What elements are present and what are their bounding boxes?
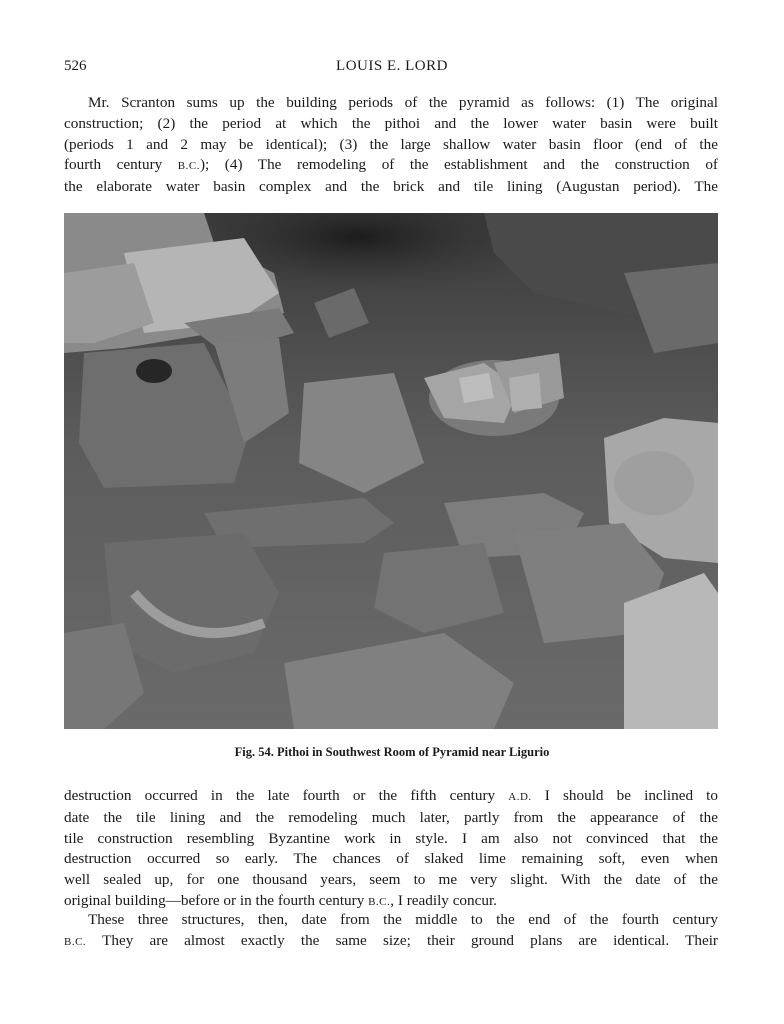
excavation-photo xyxy=(64,213,718,729)
text-line: date the tile lining and the remodeling much later, partly from the appearance of the xyxy=(64,808,718,826)
text-line xyxy=(64,931,718,953)
text-fragment: , I readily concur. xyxy=(390,891,497,909)
text-line: destruction occurred so early. The chances of slaked lime remaining soft, even when xyxy=(64,850,718,868)
text-line: tile construction resembling Byzantine work in style. I am also not convinced that the xyxy=(64,829,718,847)
text-line: Mr. Scranton sums up the building periods of the pyramid as follows: (1) The original xyxy=(88,94,718,111)
page-number: 526 xyxy=(64,58,87,74)
text-fragment: fourth century xyxy=(64,156,178,174)
running-head: LOUIS E. LORD xyxy=(336,58,448,74)
figure-photograph xyxy=(64,213,718,729)
text-fragment: ); (4) The remodeling of the establishment and the construction of xyxy=(199,156,718,174)
text-line: well sealed up, for one thousand years, seem to me very slight. With the date of the xyxy=(64,871,718,889)
text-line xyxy=(64,155,718,177)
small-caps-abbrev: B.C. xyxy=(368,895,391,908)
paragraph-2 xyxy=(64,786,718,913)
text-line xyxy=(64,786,718,808)
small-caps-abbrev: B.C. xyxy=(177,160,200,173)
small-caps-abbrev: B.C. xyxy=(64,935,87,948)
paragraph-3 xyxy=(64,910,718,953)
text-fragment: destruction occurred in the late fourth or the fifth century xyxy=(64,787,509,804)
paragraph-1 xyxy=(64,93,718,198)
small-caps-abbrev: A.D. xyxy=(508,791,532,803)
text-fragment: They are almost exactly the same size; their ground plans are identical. Their xyxy=(86,931,718,949)
text-line: construction; (2) the period at which the pithoi and the lower water basin were built xyxy=(64,114,718,132)
text-line: These three structures, then, date from the middle to the end of the fourth century xyxy=(88,911,718,928)
text-fragment: original building—before or in the fourth century xyxy=(64,891,369,909)
text-fragment: I should be inclined to xyxy=(531,787,718,804)
text-line: (periods 1 and 2 may be identical); (3) the large shallow water basin floor (end of the xyxy=(64,135,718,153)
figure-caption: Fig. 54. Pithoi in Southwest Room of Pyramid near Ligurio xyxy=(234,745,550,759)
text-line: the elaborate water basin complex and the brick and tile lining (Augustan period). The xyxy=(64,178,718,196)
